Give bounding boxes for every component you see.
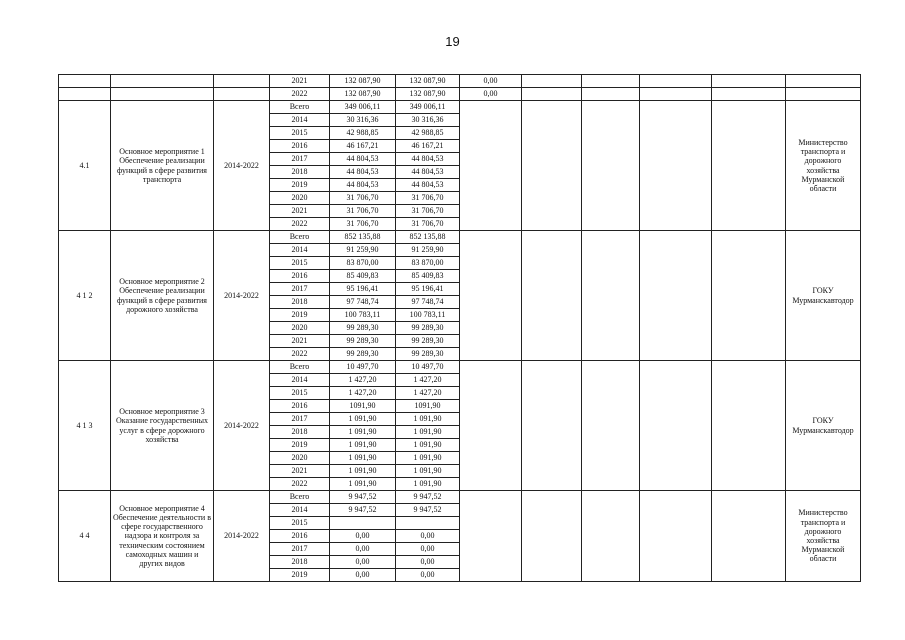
year-cell: 2018 xyxy=(270,296,330,309)
total-cell: 42 988,85 xyxy=(330,127,396,140)
budget-cell: 100 783,11 xyxy=(396,309,460,322)
total-cell: 31 706,70 xyxy=(330,218,396,231)
total-cell: 9 947,52 xyxy=(330,491,396,504)
item-period: 2014-2022 xyxy=(214,361,270,491)
item-name: Основное мероприятие 2 Обеспечение реализации функций в сфере развития дорожного хозяйства xyxy=(111,231,214,361)
year-cell: 2022 xyxy=(270,478,330,491)
budget-cell: 1 427,20 xyxy=(396,387,460,400)
year-cell: 2018 xyxy=(270,166,330,179)
total-cell: 91 259,90 xyxy=(330,244,396,257)
item-period: 2014-2022 xyxy=(214,101,270,231)
year-cell: 2018 xyxy=(270,426,330,439)
empty-cell xyxy=(582,491,640,582)
total-cell: 132 087,90 xyxy=(330,75,396,88)
empty-cell xyxy=(640,231,712,361)
empty-cell xyxy=(460,101,522,231)
empty-cell xyxy=(582,75,640,88)
budget-cell: 132 087,90 xyxy=(396,75,460,88)
total-cell: 1 091,90 xyxy=(330,426,396,439)
budget-cell: 85 409,83 xyxy=(396,270,460,283)
total-cell: 44 804,53 xyxy=(330,179,396,192)
year-cell: 2018 xyxy=(270,556,330,569)
budget-cell: 30 316,36 xyxy=(396,114,460,127)
item-executor: Министерство транспорта и дорожного хозяйства Мурманской области xyxy=(786,491,861,582)
year-cell: 2016 xyxy=(270,400,330,413)
total-cell: 1 091,90 xyxy=(330,478,396,491)
budget-cell: 99 289,30 xyxy=(396,348,460,361)
budget-cell: 31 706,70 xyxy=(396,218,460,231)
year-cell: 2017 xyxy=(270,413,330,426)
budget-cell: 1 427,20 xyxy=(396,374,460,387)
budget-cell: 91 259,90 xyxy=(396,244,460,257)
year-cell: 2019 xyxy=(270,439,330,452)
empty-cell xyxy=(640,75,712,88)
empty-cell xyxy=(522,101,582,231)
table-row xyxy=(59,361,861,374)
budget-cell: 0,00 xyxy=(396,556,460,569)
total-cell: 44 804,53 xyxy=(330,153,396,166)
year-cell: 2016 xyxy=(270,140,330,153)
year-cell: 2014 xyxy=(270,374,330,387)
budget-cell: 10 497,70 xyxy=(396,361,460,374)
empty-cell xyxy=(460,491,522,582)
year-cell: 2019 xyxy=(270,569,330,582)
total-cell: 132 087,90 xyxy=(330,88,396,101)
year-cell: 2017 xyxy=(270,543,330,556)
page-number: 19 xyxy=(445,34,460,49)
total-cell: 349 006,11 xyxy=(330,101,396,114)
total-cell: 30 316,36 xyxy=(330,114,396,127)
item-executor: ГОКУ Мурманскавтодор xyxy=(786,231,861,361)
empty-cell xyxy=(522,491,582,582)
year-cell: 2015 xyxy=(270,517,330,530)
total-cell: 1 091,90 xyxy=(330,439,396,452)
empty-cell xyxy=(712,231,786,361)
year-cell: 2021 xyxy=(270,335,330,348)
budget-cell: 44 804,53 xyxy=(396,166,460,179)
year-cell: 2015 xyxy=(270,257,330,270)
empty-cell xyxy=(640,88,712,101)
empty-cell xyxy=(59,88,111,101)
empty-cell xyxy=(712,101,786,231)
budget-cell: 1 091,90 xyxy=(396,413,460,426)
year-cell: 2020 xyxy=(270,192,330,205)
year-cell: 2020 xyxy=(270,322,330,335)
total-cell: 97 748,74 xyxy=(330,296,396,309)
empty-cell xyxy=(522,231,582,361)
budget-cell: 95 196,41 xyxy=(396,283,460,296)
budget-cell: 0,00 xyxy=(396,569,460,582)
year-cell: 2017 xyxy=(270,283,330,296)
year-cell: 2022 xyxy=(270,348,330,361)
budget-cell: 83 870,00 xyxy=(396,257,460,270)
item-period: 2014-2022 xyxy=(214,231,270,361)
total-cell: 99 289,30 xyxy=(330,348,396,361)
total-cell: 0,00 xyxy=(330,569,396,582)
budget-cell: 9 947,52 xyxy=(396,504,460,517)
item-executor: Министерство транспорта и дорожного хозяйства Мурманской области xyxy=(786,101,861,231)
budget-cell: 1 091,90 xyxy=(396,426,460,439)
empty-cell xyxy=(214,88,270,101)
total-cell xyxy=(330,517,396,530)
year-cell: 2019 xyxy=(270,309,330,322)
year-cell: Всего xyxy=(270,231,330,244)
table-row xyxy=(59,491,861,504)
year-cell: 2019 xyxy=(270,179,330,192)
budget-cell: 852 135,88 xyxy=(396,231,460,244)
year-cell: 2021 xyxy=(270,75,330,88)
year-cell: 2016 xyxy=(270,530,330,543)
empty-cell xyxy=(522,88,582,101)
budget-cell: 1 091,90 xyxy=(396,478,460,491)
empty-cell xyxy=(712,361,786,491)
empty-cell xyxy=(786,75,861,88)
item-name: Основное мероприятие 3 Оказание государственных услуг в сфере дорожного хозяйства xyxy=(111,361,214,491)
budget-cell: 97 748,74 xyxy=(396,296,460,309)
total-cell: 31 706,70 xyxy=(330,192,396,205)
year-cell: 2015 xyxy=(270,127,330,140)
year-cell: 2014 xyxy=(270,504,330,517)
total-cell: 1 091,90 xyxy=(330,452,396,465)
total-cell: 100 783,11 xyxy=(330,309,396,322)
budget-cell: 99 289,30 xyxy=(396,335,460,348)
budget-cell: 44 804,53 xyxy=(396,179,460,192)
empty-cell xyxy=(522,361,582,491)
total-cell: 1 091,90 xyxy=(330,413,396,426)
total-cell: 95 196,41 xyxy=(330,283,396,296)
budget-cell: 1 091,90 xyxy=(396,439,460,452)
year-cell: 2016 xyxy=(270,270,330,283)
total-cell: 44 804,53 xyxy=(330,166,396,179)
budget-cell: 1091,90 xyxy=(396,400,460,413)
empty-cell xyxy=(582,88,640,101)
budget-cell: 42 988,85 xyxy=(396,127,460,140)
total-cell: 0,00 xyxy=(330,530,396,543)
table-row xyxy=(59,75,861,88)
year-cell: 2014 xyxy=(270,244,330,257)
total-cell: 99 289,30 xyxy=(330,322,396,335)
empty-cell xyxy=(640,491,712,582)
budget-cell xyxy=(396,517,460,530)
budget-table xyxy=(58,74,861,582)
total-cell: 1 091,90 xyxy=(330,465,396,478)
total-cell: 0,00 xyxy=(330,543,396,556)
item-executor: ГОКУ Мурманскавтодор xyxy=(786,361,861,491)
empty-cell xyxy=(582,361,640,491)
total-cell: 85 409,83 xyxy=(330,270,396,283)
budget-cell: 44 804,53 xyxy=(396,153,460,166)
year-cell: Всего xyxy=(270,101,330,114)
empty-cell xyxy=(111,75,214,88)
item-code: 4 4 xyxy=(59,491,111,582)
empty-cell xyxy=(59,75,111,88)
budget-cell: 31 706,70 xyxy=(396,205,460,218)
year-cell: 2022 xyxy=(270,88,330,101)
budget-cell: 9 947,52 xyxy=(396,491,460,504)
total-cell: 1091,90 xyxy=(330,400,396,413)
budget-cell: 1 091,90 xyxy=(396,452,460,465)
budget-cell: 1 091,90 xyxy=(396,465,460,478)
table-row xyxy=(59,88,861,101)
total-cell: 1 427,20 xyxy=(330,387,396,400)
table-row xyxy=(59,101,861,114)
empty-cell xyxy=(640,361,712,491)
total-cell: 83 870,00 xyxy=(330,257,396,270)
budget-cell: 0,00 xyxy=(396,530,460,543)
total-cell: 46 167,21 xyxy=(330,140,396,153)
empty-cell xyxy=(111,88,214,101)
year-cell: 2022 xyxy=(270,218,330,231)
other-cell: 0,00 xyxy=(460,75,522,88)
budget-cell: 99 289,30 xyxy=(396,322,460,335)
empty-cell xyxy=(712,75,786,88)
empty-cell xyxy=(786,88,861,101)
empty-cell xyxy=(640,101,712,231)
item-code: 4.1 xyxy=(59,101,111,231)
year-cell: 2015 xyxy=(270,387,330,400)
item-code: 4 1 3 xyxy=(59,361,111,491)
total-cell: 852 135,88 xyxy=(330,231,396,244)
empty-cell xyxy=(712,491,786,582)
year-cell: 2020 xyxy=(270,452,330,465)
total-cell: 9 947,52 xyxy=(330,504,396,517)
empty-cell xyxy=(214,75,270,88)
year-cell: 2017 xyxy=(270,153,330,166)
year-cell: Всего xyxy=(270,361,330,374)
total-cell: 10 497,70 xyxy=(330,361,396,374)
budget-cell: 46 167,21 xyxy=(396,140,460,153)
total-cell: 31 706,70 xyxy=(330,205,396,218)
year-cell: 2021 xyxy=(270,465,330,478)
total-cell: 1 427,20 xyxy=(330,374,396,387)
year-cell: 2021 xyxy=(270,205,330,218)
item-name: Основное мероприятие 1 Обеспечение реализации функций в сфере развития транспорта xyxy=(111,101,214,231)
budget-cell: 0,00 xyxy=(396,543,460,556)
table-row xyxy=(59,231,861,244)
empty-cell xyxy=(582,231,640,361)
year-cell: 2014 xyxy=(270,114,330,127)
budget-cell: 349 006,11 xyxy=(396,101,460,114)
budget-cell: 31 706,70 xyxy=(396,192,460,205)
year-cell: Всего xyxy=(270,491,330,504)
empty-cell xyxy=(522,75,582,88)
empty-cell xyxy=(582,101,640,231)
budget-cell: 132 087,90 xyxy=(396,88,460,101)
total-cell: 0,00 xyxy=(330,556,396,569)
item-code: 4 1 2 xyxy=(59,231,111,361)
item-period: 2014-2022 xyxy=(214,491,270,582)
empty-cell xyxy=(460,361,522,491)
other-cell: 0,00 xyxy=(460,88,522,101)
empty-cell xyxy=(460,231,522,361)
empty-cell xyxy=(712,88,786,101)
total-cell: 99 289,30 xyxy=(330,335,396,348)
item-name: Основное мероприятие 4 Обеспечение деятельности в сфере государственного надзора и контроля за техническим состоянием самоходных машин и других видов xyxy=(111,491,214,582)
